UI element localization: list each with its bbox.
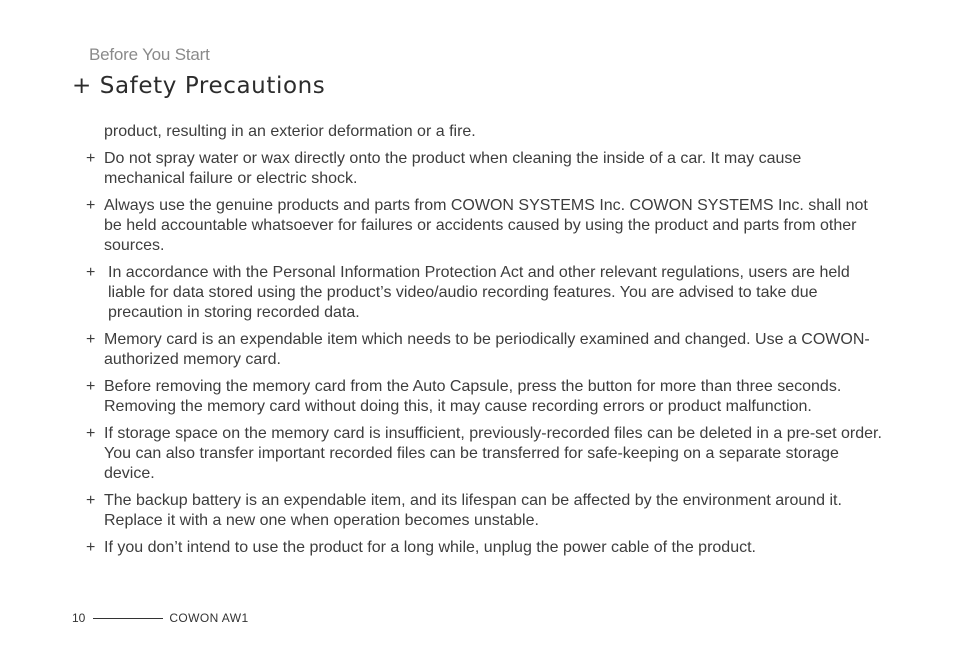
list-item bbox=[86, 491, 886, 531]
list-item-text: In accordance with the Personal Information Protection Act and other relevant regulations, users are held liable for data stored using the product’s video/audio recording features. You are advised to take due precaution in storing recorded data. bbox=[108, 264, 850, 321]
list-item bbox=[86, 330, 886, 370]
footer-divider bbox=[93, 618, 163, 619]
list-item-text: The backup battery is an expendable item, and its lifespan can be affected by the environment around it. Replace it with a new one when operation becomes unstable. bbox=[104, 492, 842, 529]
continuation-text bbox=[86, 122, 886, 142]
product-model: COWON AW1 bbox=[169, 611, 249, 625]
bullet-plus-icon: + bbox=[86, 539, 96, 556]
bullet-plus-icon: + bbox=[86, 425, 96, 442]
list-item bbox=[86, 263, 886, 323]
list-item bbox=[86, 424, 886, 484]
list-item-text: Always use the genuine products and parts from COWON SYSTEMS Inc. COWON SYSTEMS Inc. shall not be held accountable whatsoever for failures or accidents caused by using the product and parts from other sources. bbox=[104, 197, 868, 254]
page-footer bbox=[72, 611, 249, 625]
list-item-text: If you don’t intend to use the product for a long while, unplug the power cable of the product. bbox=[104, 539, 756, 556]
bullet-plus-icon: + bbox=[86, 378, 96, 395]
bullet-plus-icon: + bbox=[86, 331, 96, 348]
list-item bbox=[86, 377, 886, 417]
precautions-list bbox=[86, 122, 886, 565]
list-item-text: If storage space on the memory card is insufficient, previously-recorded files can be deleted in a pre-set order. You can also transfer important recorded files can be transferred for safe-keeping on a separate storage device. bbox=[104, 425, 882, 482]
continuation-text-label: product, resulting in an exterior deformation or a fire. bbox=[104, 123, 476, 140]
bullet-plus-icon: + bbox=[86, 150, 96, 167]
list-item bbox=[86, 149, 886, 189]
page-title: + Safety Precautions bbox=[72, 73, 326, 99]
bullet-plus-icon: + bbox=[86, 492, 96, 509]
page-number: 10 bbox=[72, 611, 86, 625]
list-item bbox=[86, 538, 886, 558]
list-item-text: Memory card is an expendable item which needs to be periodically examined and changed. Use a COWON-authorized memory card. bbox=[104, 331, 870, 368]
bullet-plus-icon: + bbox=[86, 264, 96, 281]
bullet-plus-icon: + bbox=[86, 197, 96, 214]
section-label: Before You Start bbox=[89, 45, 210, 64]
list-item-text: Do not spray water or wax directly onto the product when cleaning the inside of a car. It may cause mechanical failure or electric shock. bbox=[104, 150, 802, 187]
list-item bbox=[86, 196, 886, 256]
list-item-text: Before removing the memory card from the Auto Capsule, press the button for more than three seconds. Removing the memory card without doing this, it may cause recording errors or product malfunction. bbox=[104, 378, 842, 415]
